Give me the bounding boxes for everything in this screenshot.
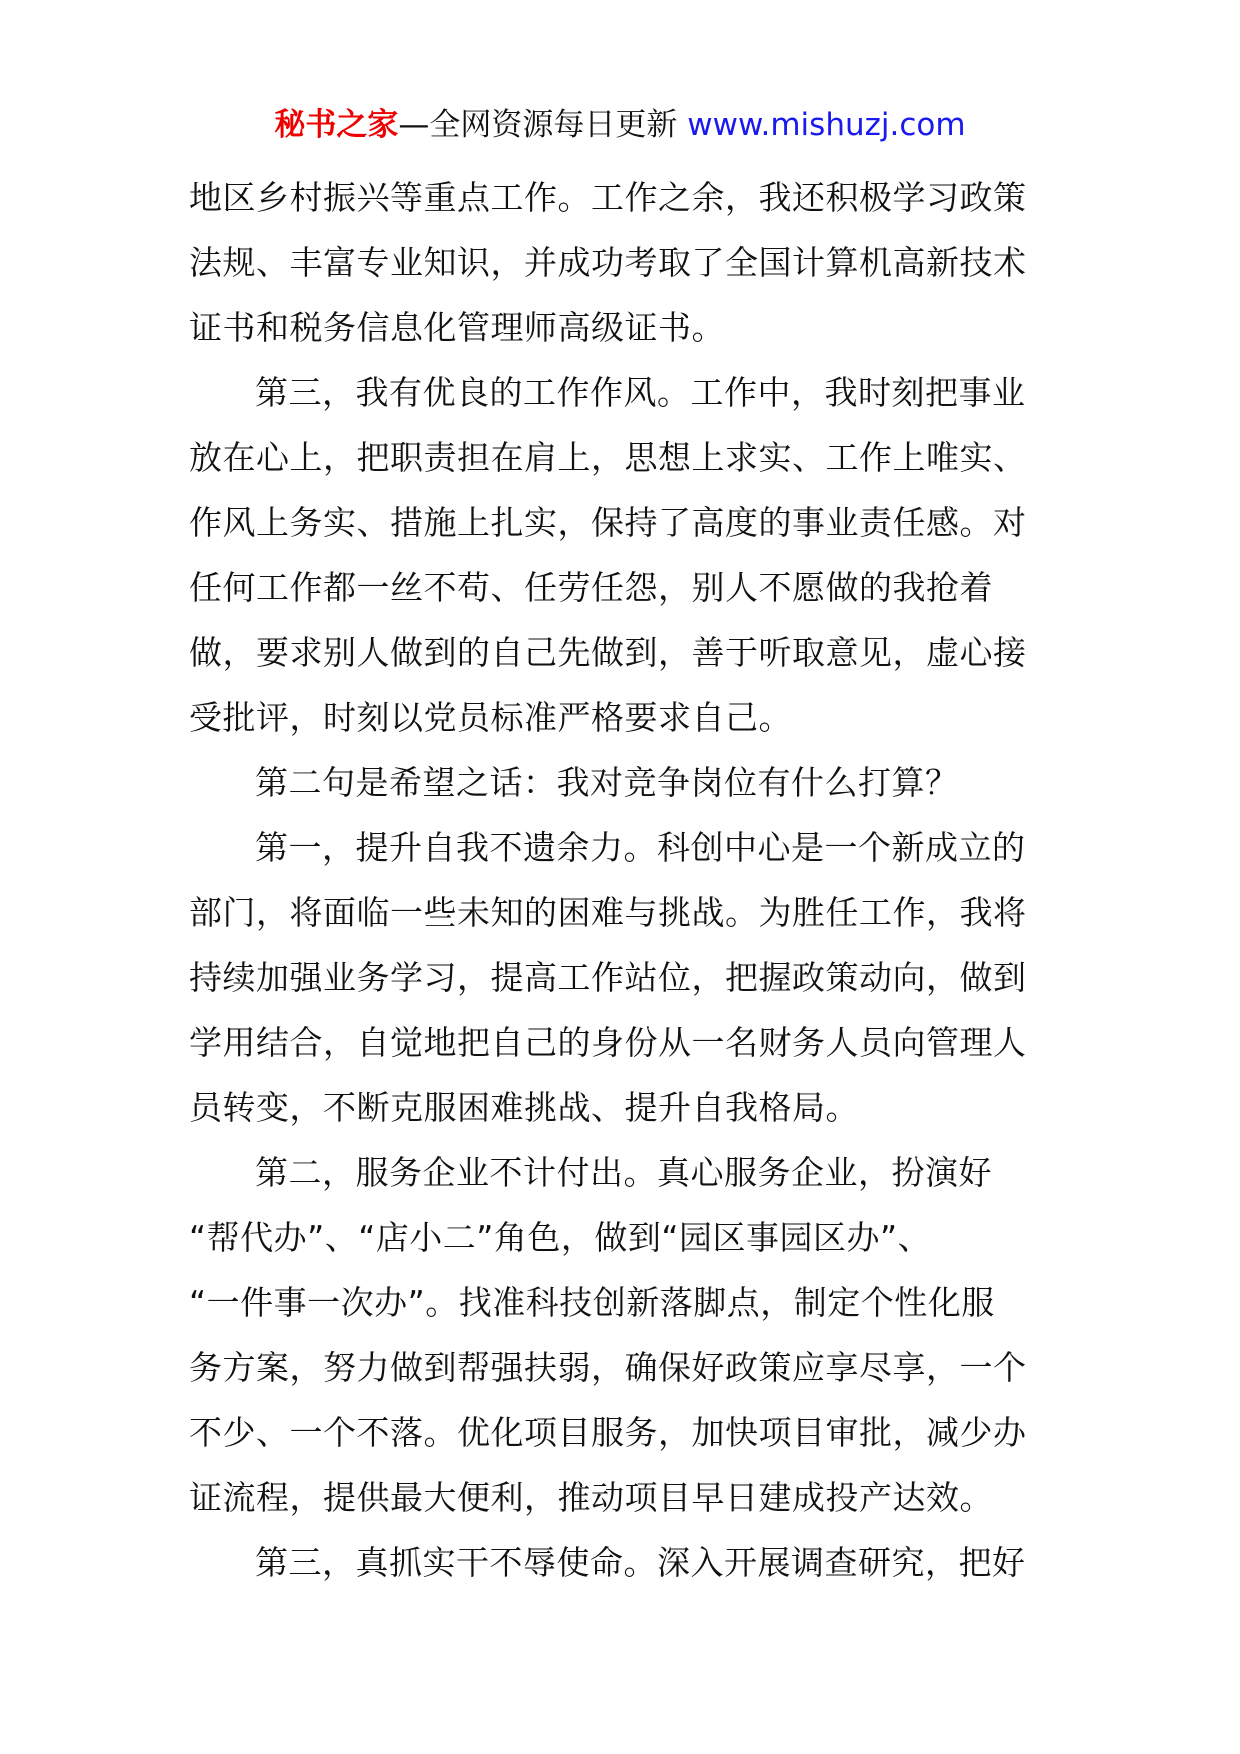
page-header [0,100,1240,150]
text-line: 学用结合，自觉地把自己的身份从一名财务人员向管理人 [189,1023,1027,1062]
text-line: 证流程，提供最大便利，推动项目早日建成投产达效。 [189,1478,993,1517]
brand-name: 秘书之家 [274,107,399,143]
text-line: 做，要求别人做到的自己先做到，善于听取意见，虚心接 [189,633,1027,672]
header-tagline: —全网资源每日更新 [398,107,678,143]
paragraph-first-line: 第二，服务企业不计付出。真心服务企业，扮演好 [255,1153,992,1192]
text-line: 持续加强业务学习，提高工作站位，把握政策动向，做到 [189,958,1027,997]
text-line: 任何工作都一丝不苟、任劳任怨，别人不愿做的我抢着 [189,568,993,607]
text-line: 放在心上，把职责担在肩上，思想上求实、工作上唯实、 [189,438,1027,477]
text-line: 作风上务实、措施上扎实，保持了高度的事业责任感。对 [189,503,1027,542]
paragraph-first-line: 第三，我有优良的工作作风。工作中，我时刻把事业 [255,373,1026,412]
text-line: “一件事一次办”。找准科技创新落脚点，制定个性化服 [189,1283,995,1322]
text-line: “帮代办”、“店小二”角色，做到“园区事园区办”、 [189,1218,932,1257]
document-body [189,165,1053,1595]
paragraph-first-line: 第三，真抓实干不辱使命。深入开展调查研究，把好 [255,1543,1026,1582]
paragraph-first-line: 第二句是希望之话：我对竞争岗位有什么打算？ [255,763,959,802]
text-line: 受批评，时刻以党员标准严格要求自己。 [189,698,792,737]
text-line: 地区乡村振兴等重点工作。工作之余，我还积极学习政策 [189,178,1027,217]
website-url[interactable]: www.mishuzj.com [687,107,966,143]
text-line: 部门，将面临一些未知的困难与挑战。为胜任工作，我将 [189,893,1027,932]
text-line: 不少、一个不落。优化项目服务，加快项目审批，减少办 [189,1413,1027,1452]
text-line: 务方案，努力做到帮强扶弱，确保好政策应享尽享，一个 [189,1348,1027,1387]
paragraph-first-line: 第一，提升自我不遗余力。科创中心是一个新成立的 [255,828,1026,867]
text-line: 法规、丰富专业知识，并成功考取了全国计算机高新技术 [189,243,1027,282]
text-line: 证书和税务信息化管理师高级证书。 [189,308,725,347]
text-line: 员转变，不断克服困难挑战、提升自我格局。 [189,1088,859,1127]
